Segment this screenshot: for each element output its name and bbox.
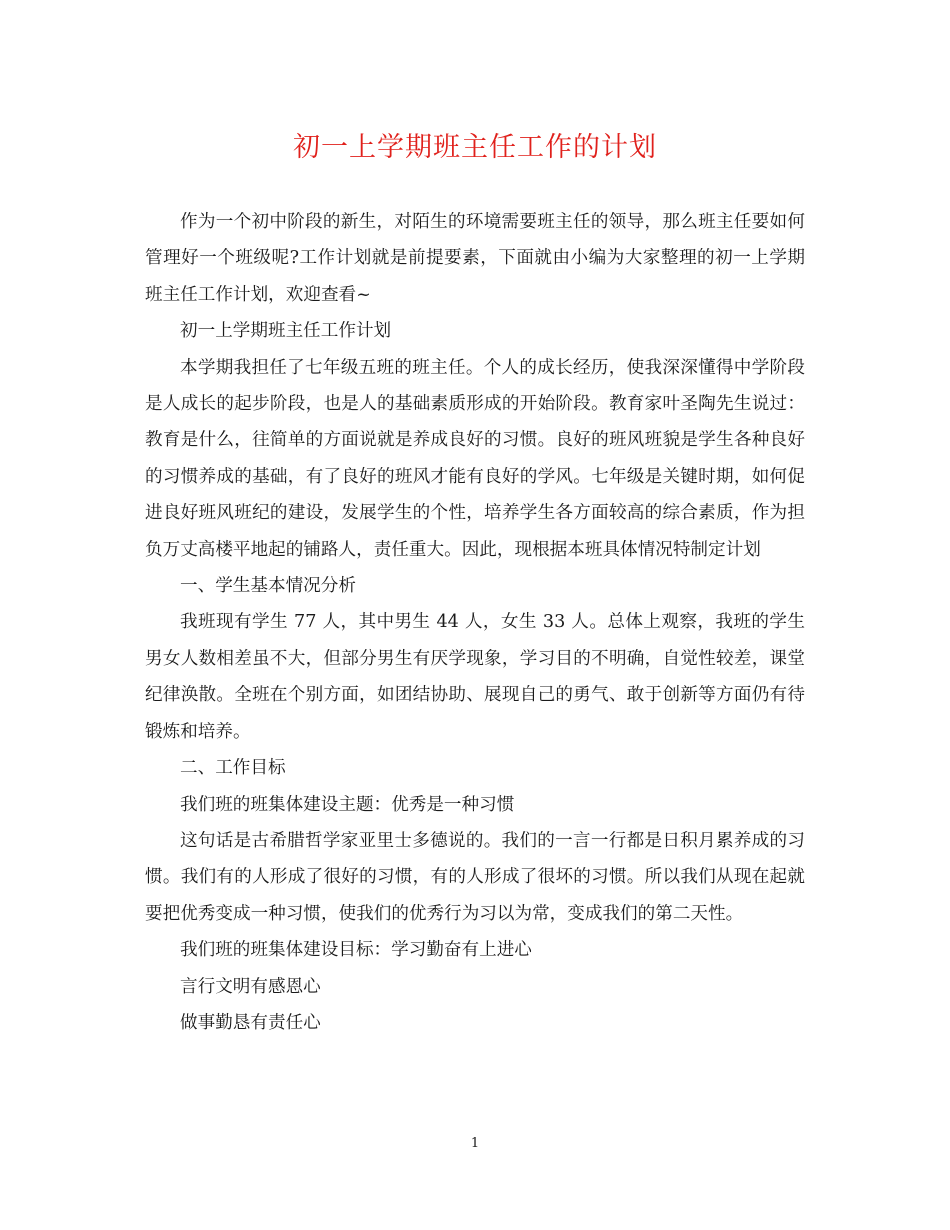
document-body [145, 204, 805, 1041]
body-paragraph: 做事勤恳有责任心 [180, 1012, 321, 1033]
page-number: 1 [470, 1136, 480, 1151]
body-paragraph: 这句话是古希腊哲学家亚里士多德说的。我们的一言一行都是日积月累养成的习惯。我们有的人形成了很好的习惯，有的人形成了很坏的习惯。所以我们从现在起就要把优秀变成一种习惯，使我们的优秀行为习以为常，变成我们的第二天性。 [145, 830, 805, 924]
body-paragraph: 我班现有学生 77 人，其中男生 44 人，女生 33 人。总体上观察，我班的学生男女人数相差虽不大，但部分男生有厌学现象，学习目的不明确，自觉性较差，课堂纪律涣散。全班在个别方面，如团结协助、展现自己的勇气、敢于创新等方面仍有待锻炼和培养。 [145, 612, 805, 742]
section-heading: 一、学生基本情况分析 [180, 576, 356, 597]
body-paragraph: 我们班的班集体建设主题：优秀是一种习惯 [180, 794, 515, 815]
intro-paragraph: 作为一个初中阶段的新生，对陌生的环境需要班主任的领导，那么班主任要如何管理好一个班级呢?工作计划就是前提要素，下面就由小编为大家整理的初一上学期班主任工作计划，欢迎查看~ [145, 212, 805, 305]
section-heading: 二、工作目标 [180, 758, 286, 779]
body-paragraph: 言行文明有感恩心 [180, 976, 321, 997]
body-paragraph: 本学期我担任了七年级五班的班主任。个人的成长经历，使我深深懂得中学阶段是人成长的起步阶段，也是人的基础素质形成的开始阶段。教育家叶圣陶先生说过：教育是什么，往简单的方面说就是养成良好的习惯。良好的班风班貌是学生各种良好的习惯养成的基础，有了良好的班风才能有良好的学风。七年级是关键时期，如何促进良好班风班纪的建设，发展学生的个性，培养学生各方面较高的综合素质，作为担负万丈高楼平地起的铺路人，责任重大。因此，现根据本班具体情况特制定计划 [145, 357, 805, 560]
document-title: 初一上学期班主任工作的计划 [293, 132, 657, 163]
subtitle-paragraph: 初一上学期班主任工作计划 [180, 321, 392, 342]
body-paragraph: 我们班的班集体建设目标：学习勤奋有上进心 [180, 940, 532, 961]
